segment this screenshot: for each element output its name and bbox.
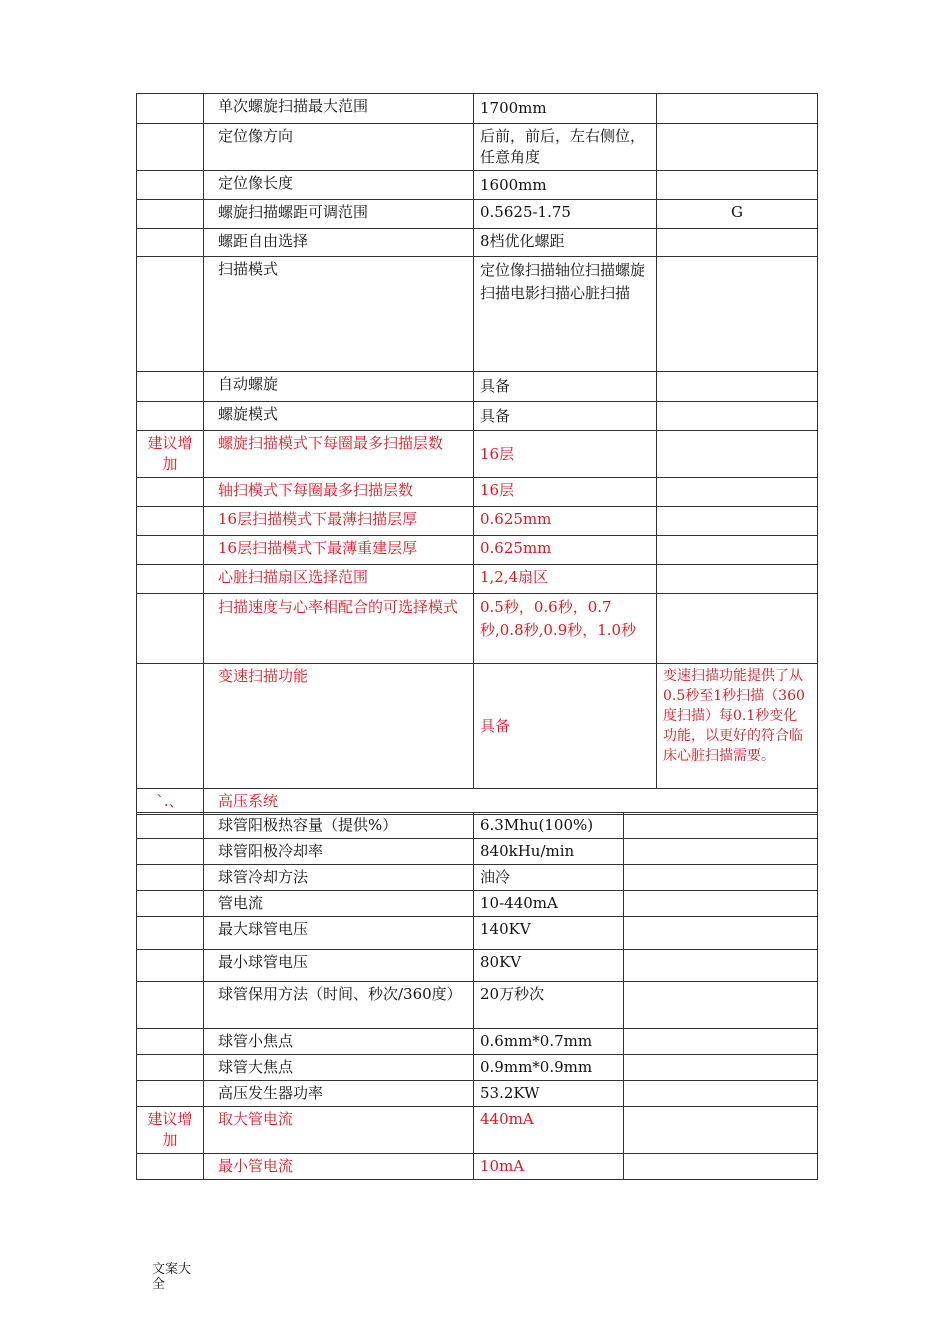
table-row bbox=[137, 372, 818, 402]
category-cell bbox=[137, 507, 204, 536]
param-value-cell: 10mA bbox=[474, 1154, 624, 1180]
param-name-cell: 球管冷却方法 bbox=[204, 865, 474, 891]
param-name-cell: 心脏扫描扇区选择范围 bbox=[204, 565, 474, 594]
remark-cell bbox=[657, 594, 818, 664]
param-value-cell: 具备 bbox=[474, 402, 657, 431]
param-name-cell: 轴扫模式下每圈最多扫描层数 bbox=[204, 478, 474, 507]
remark-cell bbox=[657, 507, 818, 536]
remark-cell bbox=[624, 839, 818, 865]
remark-cell bbox=[624, 1107, 818, 1154]
remark-cell bbox=[624, 1029, 818, 1055]
param-name-cell: 螺旋模式 bbox=[204, 402, 474, 431]
remark-cell bbox=[624, 1055, 818, 1081]
remark-cell bbox=[657, 536, 818, 565]
table-row bbox=[137, 257, 818, 372]
category-cell bbox=[137, 257, 204, 372]
remark-cell bbox=[624, 950, 818, 982]
footer-text: 文案大全 bbox=[152, 1262, 192, 1292]
category-cell bbox=[137, 536, 204, 565]
param-value-cell: 440mA bbox=[474, 1107, 624, 1154]
category-cell bbox=[137, 402, 204, 431]
param-name-cell: 单次螺旋扫描最大范围 bbox=[204, 94, 474, 124]
category-cell: 建议增加 bbox=[137, 1107, 204, 1154]
category-cell bbox=[137, 229, 204, 257]
category-cell bbox=[137, 865, 204, 891]
category-cell bbox=[137, 124, 204, 171]
remark-cell bbox=[624, 891, 818, 917]
param-value-cell: 0.9mm*0.9mm bbox=[474, 1055, 624, 1081]
table-row bbox=[137, 1055, 818, 1081]
remark-cell: 变速扫描功能提供了从0.5秒至1秒扫描（360度扫描）每0.1秒变化功能，以更好的符合临床心脏扫描需要。 bbox=[657, 664, 818, 789]
remark-cell bbox=[657, 94, 818, 124]
param-name-cell: 管电流 bbox=[204, 891, 474, 917]
category-cell bbox=[137, 1029, 204, 1055]
category-cell bbox=[137, 565, 204, 594]
table-row bbox=[137, 229, 818, 257]
table-row bbox=[137, 1081, 818, 1107]
table-row bbox=[137, 839, 818, 865]
param-name-cell: 自动螺旋 bbox=[204, 372, 474, 402]
param-name-cell: 高压发生器功率 bbox=[204, 1081, 474, 1107]
param-name-cell: 16层扫描模式下最薄扫描层厚 bbox=[204, 507, 474, 536]
param-name-cell: 最小管电流 bbox=[204, 1154, 474, 1180]
table-row bbox=[137, 982, 818, 1029]
category-cell bbox=[137, 1154, 204, 1180]
table-row bbox=[137, 565, 818, 594]
param-name-cell: 最小球管电压 bbox=[204, 950, 474, 982]
param-value-cell: 1,2,4扇区 bbox=[474, 565, 657, 594]
table-row bbox=[137, 507, 818, 536]
param-name-cell: 扫描速度与心率相配合的可选择模式 bbox=[204, 594, 474, 664]
param-value-cell: 0.5625-1.75 bbox=[474, 200, 657, 229]
remark-cell bbox=[657, 372, 818, 402]
param-name-cell: 螺距自由选择 bbox=[204, 229, 474, 257]
param-value-cell: 1700mm bbox=[474, 94, 657, 124]
table-row bbox=[137, 124, 818, 171]
remark-cell bbox=[657, 565, 818, 594]
section-title: 高压系统 bbox=[204, 789, 818, 815]
table-row bbox=[137, 594, 818, 664]
category-cell bbox=[137, 950, 204, 982]
category-cell bbox=[137, 372, 204, 402]
remark-cell bbox=[624, 982, 818, 1029]
remark-cell bbox=[624, 813, 818, 839]
param-name-cell: 变速扫描功能 bbox=[204, 664, 474, 789]
param-value-cell: 20万秒次 bbox=[474, 982, 624, 1029]
table-row bbox=[137, 402, 818, 431]
table-row bbox=[137, 200, 818, 229]
category-cell bbox=[137, 94, 204, 124]
param-name-cell: 球管保用方法（时间、秒次/360度） bbox=[204, 982, 474, 1029]
table-row bbox=[137, 950, 818, 982]
param-value-cell: 840kHu/min bbox=[474, 839, 624, 865]
param-value-cell: 0.625mm bbox=[474, 507, 657, 536]
remark-cell bbox=[657, 124, 818, 171]
category-cell: 建议增加 bbox=[137, 431, 204, 478]
param-name-cell: 定位像长度 bbox=[204, 171, 474, 200]
section-number: `.、 bbox=[137, 789, 204, 815]
param-value-cell: 定位像扫描轴位扫描螺旋扫描电影扫描心脏扫描 bbox=[474, 257, 657, 372]
table-row bbox=[137, 891, 818, 917]
table-row bbox=[137, 536, 818, 565]
remark-cell bbox=[657, 402, 818, 431]
remark-cell bbox=[657, 171, 818, 200]
category-cell bbox=[137, 891, 204, 917]
remark-cell bbox=[657, 431, 818, 478]
category-cell bbox=[137, 594, 204, 664]
table-row bbox=[137, 478, 818, 507]
table-row bbox=[137, 1154, 818, 1180]
param-value-cell: 具备 bbox=[474, 372, 657, 402]
section-header-row bbox=[137, 789, 818, 815]
param-value-cell: 0.5秒，0.6秒，0.7秒,0.8秒,0.9秒，1.0秒 bbox=[474, 594, 657, 664]
category-cell bbox=[137, 839, 204, 865]
table-row bbox=[137, 431, 818, 478]
table-row bbox=[137, 865, 818, 891]
param-name-cell: 球管小焦点 bbox=[204, 1029, 474, 1055]
param-name-cell: 球管阳极热容量（提供%） bbox=[204, 813, 474, 839]
table-row bbox=[137, 813, 818, 839]
remark-cell bbox=[657, 257, 818, 372]
param-value-cell: 0.6mm*0.7mm bbox=[474, 1029, 624, 1055]
param-name-cell: 定位像方向 bbox=[204, 124, 474, 171]
param-name-cell: 球管大焦点 bbox=[204, 1055, 474, 1081]
param-value-cell: 0.625mm bbox=[474, 536, 657, 565]
spec-table-scan bbox=[136, 93, 818, 815]
category-cell bbox=[137, 917, 204, 950]
param-name-cell: 螺旋扫描螺距可调范围 bbox=[204, 200, 474, 229]
param-value-cell: 油冷 bbox=[474, 865, 624, 891]
category-cell bbox=[137, 1055, 204, 1081]
category-cell bbox=[137, 982, 204, 1029]
param-value-cell: 16层 bbox=[474, 431, 657, 478]
remark-cell bbox=[657, 478, 818, 507]
param-name-cell: 球管阳极冷却率 bbox=[204, 839, 474, 865]
param-value-cell: 8档优化螺距 bbox=[474, 229, 657, 257]
table-row bbox=[137, 94, 818, 124]
param-value-cell: 53.2KW bbox=[474, 1081, 624, 1107]
remark-cell bbox=[624, 865, 818, 891]
param-name-cell: 扫描模式 bbox=[204, 257, 474, 372]
table-row bbox=[137, 171, 818, 200]
remark-cell bbox=[624, 917, 818, 950]
param-value-cell: 6.3Mhu(100%) bbox=[474, 813, 624, 839]
param-value-cell: 具备 bbox=[474, 664, 657, 789]
param-value-cell: 16层 bbox=[474, 478, 657, 507]
table-row bbox=[137, 917, 818, 950]
param-value-cell: 后前，前后，左右侧位，任意角度 bbox=[474, 124, 657, 171]
category-cell bbox=[137, 1081, 204, 1107]
category-cell bbox=[137, 664, 204, 789]
table-row bbox=[137, 1107, 818, 1154]
remark-cell bbox=[624, 1081, 818, 1107]
table-row bbox=[137, 1029, 818, 1055]
category-cell bbox=[137, 171, 204, 200]
category-cell bbox=[137, 478, 204, 507]
spec-table-high-voltage bbox=[136, 812, 818, 1180]
remark-cell bbox=[624, 1154, 818, 1180]
category-cell bbox=[137, 813, 204, 839]
remark-cell: G bbox=[657, 200, 818, 229]
param-name-cell: 螺旋扫描模式下每圈最多扫描层数 bbox=[204, 431, 474, 478]
remark-cell bbox=[657, 229, 818, 257]
param-value-cell: 1600mm bbox=[474, 171, 657, 200]
category-cell bbox=[137, 200, 204, 229]
param-value-cell: 80KV bbox=[474, 950, 624, 982]
param-name-cell: 最大球管电压 bbox=[204, 917, 474, 950]
param-value-cell: 10-440mA bbox=[474, 891, 624, 917]
param-name-cell: 取大管电流 bbox=[204, 1107, 474, 1154]
param-value-cell: 140KV bbox=[474, 917, 624, 950]
table-row bbox=[137, 664, 818, 789]
param-name-cell: 16层扫描模式下最薄重建层厚 bbox=[204, 536, 474, 565]
